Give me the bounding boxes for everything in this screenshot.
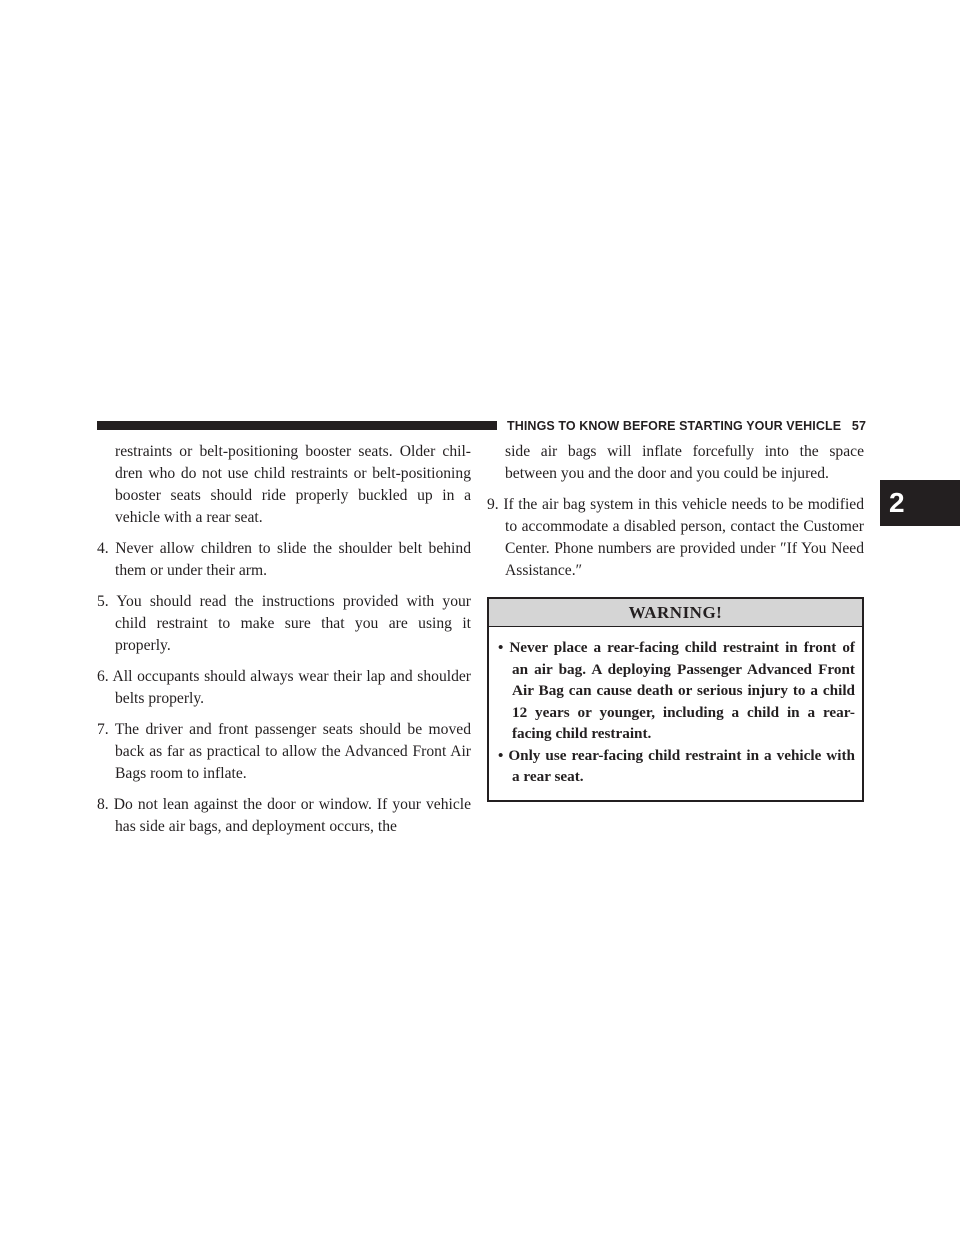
warning-body: [489, 627, 862, 800]
list-item-5: [97, 591, 471, 657]
continued-paragraph: restraints or belt-positioning booster seats. Older chil-dren who do not use child restraints or belt-positioning booster seats should ride properly buckled up in a vehicle with a rear seat.: [115, 443, 471, 526]
item-text: The driver and front passenger seats should be moved back as far as practical to allow the Advanced Front Air Bags room to inflate.: [114, 721, 471, 782]
item-number: 4.: [97, 540, 109, 557]
item-text: You should read the instructions provided with your child restraint to make sure that you are using it properly.: [115, 593, 471, 654]
running-header: [507, 417, 867, 435]
list-item-4: [97, 538, 471, 582]
item-number: 8.: [97, 796, 109, 813]
continued-paragraph: side air bags will inflate forcefully into the space between you and the door and you could be injured.: [505, 443, 864, 482]
item-number: 9.: [487, 496, 499, 513]
warning-title: WARNING!: [489, 599, 862, 627]
item-number: 5.: [97, 593, 109, 610]
header-rule: [97, 421, 497, 430]
warning-box: [487, 597, 864, 802]
item-text: If the air bag system in this vehicle needs to be modified to accommodate a disabled person, contact the Customer Center. Phone numbers are provided under ″If You Need Assistance.″: [503, 496, 864, 579]
warning-bullet: • Only use rear-facing child restraint in a vehicle with a rear seat.: [498, 746, 855, 785]
bullet-text: Only use rear-facing child restraint in a vehicle with a rear seat.: [508, 746, 855, 785]
right-column: [487, 441, 864, 802]
bullet-text: Never place a rear-facing child restraint in front of an air bag. A deploying Passenger Advanced Front Air Bag can cause death or serious injury to a child 12 years or younger, including a child in a rear-facing child restraint.: [509, 639, 855, 742]
item-text: All occupants should always wear their lap and shoulder belts properly.: [112, 668, 471, 707]
list-item-7: [97, 719, 471, 785]
item-number: 6.: [97, 668, 109, 685]
item-text: Never allow children to slide the shoulder belt behind them or under their arm.: [115, 540, 471, 579]
warning-bullet: • Never place a rear-facing child restraint in front of an air bag. A deploying Passenger Advanced Front Air Bag can cause death or serious injury to a child 12 years or younger, including a child in a rear-facing child restraint.: [498, 639, 855, 742]
list-item-6: [97, 666, 471, 710]
item-number: 7.: [97, 721, 109, 738]
item-text: Do not lean against the door or window. If your vehicle has side air bags, and deployment occurs, the: [113, 796, 471, 835]
left-column: [97, 441, 471, 847]
list-item-9: [487, 494, 864, 582]
list-item-8: [97, 794, 471, 838]
page-number: 57: [851, 419, 867, 433]
section-title: THINGS TO KNOW BEFORE STARTING YOUR VEHICLE: [507, 419, 842, 433]
chapter-tab: 2: [880, 480, 960, 526]
